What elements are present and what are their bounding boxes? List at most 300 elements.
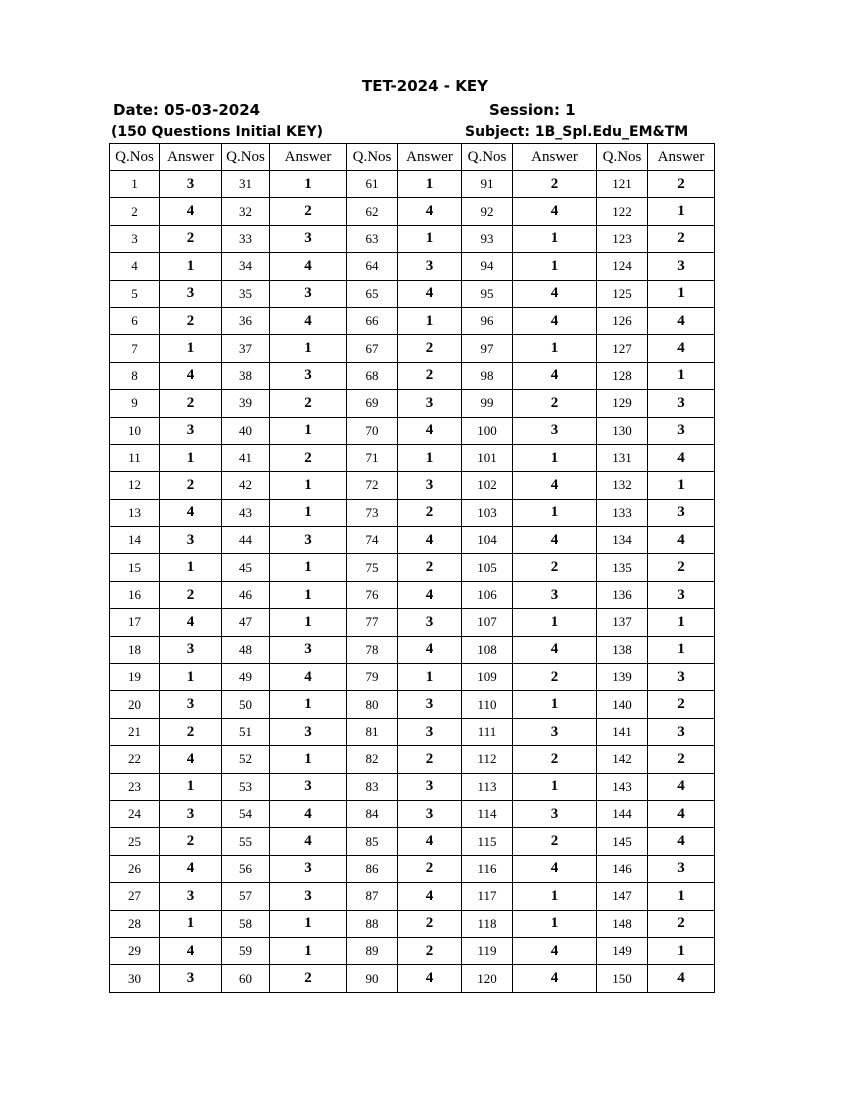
answer-cell: 2 [160,390,222,417]
table-row [110,280,715,307]
answer-cell: 1 [160,664,222,691]
answer-cell: 1 [270,171,347,198]
question-number-cell: 126 [597,307,648,334]
question-number-cell: 3 [110,225,160,252]
table-row [110,307,715,334]
question-number-cell: 64 [347,253,398,280]
question-number-cell: 67 [347,335,398,362]
answer-key-body [110,171,715,993]
question-number-cell: 119 [462,937,513,964]
question-number-cell: 24 [110,800,160,827]
column-header: Q.Nos [597,144,648,171]
answer-cell: 3 [398,253,462,280]
question-number-cell: 102 [462,472,513,499]
table-row [110,855,715,882]
table-row [110,581,715,608]
question-number-cell: 48 [222,636,270,663]
answer-cell: 3 [648,390,715,417]
question-number-cell: 2 [110,198,160,225]
answer-cell: 4 [160,499,222,526]
answer-cell: 4 [160,609,222,636]
answer-cell: 4 [398,636,462,663]
question-number-cell: 124 [597,253,648,280]
answer-cell: 3 [270,280,347,307]
answer-cell: 4 [648,335,715,362]
question-number-cell: 13 [110,499,160,526]
table-row [110,444,715,471]
answer-cell: 1 [270,746,347,773]
answer-cell: 4 [160,937,222,964]
answer-cell: 1 [648,362,715,389]
question-number-cell: 141 [597,718,648,745]
answer-cell: 1 [398,307,462,334]
answer-cell: 4 [160,198,222,225]
answer-cell: 3 [160,636,222,663]
question-number-cell: 115 [462,828,513,855]
question-number-cell: 131 [597,444,648,471]
answer-cell: 3 [398,691,462,718]
question-number-cell: 146 [597,855,648,882]
answer-cell: 2 [160,828,222,855]
question-number-cell: 128 [597,362,648,389]
answer-cell: 1 [648,280,715,307]
table-row [110,636,715,663]
answer-cell: 3 [398,773,462,800]
answer-cell: 2 [513,828,597,855]
table-row [110,198,715,225]
answer-cell: 4 [648,527,715,554]
exam-session: Session: 1 [489,101,576,119]
question-number-cell: 31 [222,171,270,198]
table-row [110,171,715,198]
answer-cell: 4 [160,746,222,773]
question-number-cell: 58 [222,910,270,937]
question-number-cell: 50 [222,691,270,718]
question-number-cell: 81 [347,718,398,745]
table-row [110,253,715,280]
answer-cell: 2 [270,965,347,992]
answer-cell: 3 [648,718,715,745]
answer-cell: 3 [513,417,597,444]
question-number-cell: 95 [462,280,513,307]
answer-cell: 1 [513,225,597,252]
question-number-cell: 36 [222,307,270,334]
answer-cell: 3 [270,362,347,389]
question-number-cell: 8 [110,362,160,389]
question-number-cell: 69 [347,390,398,417]
column-header: Q.Nos [462,144,513,171]
answer-cell: 4 [513,280,597,307]
question-number-cell: 83 [347,773,398,800]
question-number-cell: 103 [462,499,513,526]
question-number-cell: 121 [597,171,648,198]
answer-cell: 1 [270,499,347,526]
question-number-cell: 26 [110,855,160,882]
question-number-cell: 76 [347,581,398,608]
answer-cell: 4 [398,965,462,992]
question-number-cell: 89 [347,937,398,964]
answer-cell: 4 [270,664,347,691]
table-row [110,225,715,252]
question-number-cell: 42 [222,472,270,499]
answer-cell: 4 [513,937,597,964]
question-number-cell: 51 [222,718,270,745]
question-number-cell: 43 [222,499,270,526]
answer-cell: 3 [160,691,222,718]
answer-cell: 2 [160,581,222,608]
answer-cell: 1 [160,910,222,937]
question-number-cell: 129 [597,390,648,417]
table-row [110,499,715,526]
column-header: Answer [160,144,222,171]
answer-cell: 4 [270,828,347,855]
question-number-cell: 88 [347,910,398,937]
answer-cell: 3 [160,883,222,910]
question-number-cell: 79 [347,664,398,691]
column-header: Answer [648,144,715,171]
question-number-cell: 109 [462,664,513,691]
answer-cell: 4 [513,527,597,554]
question-number-cell: 63 [347,225,398,252]
question-number-cell: 53 [222,773,270,800]
question-number-cell: 19 [110,664,160,691]
table-row [110,609,715,636]
question-number-cell: 139 [597,664,648,691]
question-number-cell: 7 [110,335,160,362]
answer-cell: 2 [398,362,462,389]
question-number-cell: 99 [462,390,513,417]
answer-cell: 3 [270,527,347,554]
answer-cell: 1 [513,691,597,718]
question-number-cell: 57 [222,883,270,910]
question-number-cell: 21 [110,718,160,745]
question-number-cell: 10 [110,417,160,444]
answer-cell: 4 [270,253,347,280]
question-number-cell: 47 [222,609,270,636]
answer-cell: 3 [513,581,597,608]
answer-cell: 3 [398,800,462,827]
answer-cell: 4 [398,581,462,608]
question-number-cell: 11 [110,444,160,471]
question-number-cell: 65 [347,280,398,307]
question-number-cell: 110 [462,691,513,718]
question-number-cell: 148 [597,910,648,937]
question-number-cell: 33 [222,225,270,252]
question-number-cell: 22 [110,746,160,773]
answer-cell: 1 [648,472,715,499]
question-number-cell: 49 [222,664,270,691]
answer-cell: 1 [513,910,597,937]
answer-cell: 1 [648,609,715,636]
answer-cell: 2 [513,390,597,417]
page-title: TET-2024 - KEY [362,77,488,95]
answer-cell: 3 [648,855,715,882]
question-number-cell: 117 [462,883,513,910]
question-number-cell: 74 [347,527,398,554]
question-number-cell: 23 [110,773,160,800]
question-number-cell: 107 [462,609,513,636]
answer-cell: 3 [270,855,347,882]
table-row [110,773,715,800]
question-number-cell: 27 [110,883,160,910]
answer-cell: 1 [648,883,715,910]
answer-cell: 3 [648,417,715,444]
answer-cell: 4 [648,965,715,992]
question-number-cell: 92 [462,198,513,225]
answer-cell: 2 [648,691,715,718]
answer-cell: 1 [513,883,597,910]
table-row [110,718,715,745]
answer-cell: 1 [160,335,222,362]
answer-cell: 2 [270,444,347,471]
question-number-cell: 25 [110,828,160,855]
question-number-cell: 120 [462,965,513,992]
answer-cell: 3 [270,225,347,252]
question-number-cell: 132 [597,472,648,499]
answer-cell: 2 [398,855,462,882]
answer-cell: 4 [513,965,597,992]
answer-key-table [109,143,715,993]
answer-cell: 2 [270,390,347,417]
question-number-cell: 72 [347,472,398,499]
question-number-cell: 15 [110,554,160,581]
question-number-cell: 125 [597,280,648,307]
question-number-cell: 97 [462,335,513,362]
answer-cell: 1 [160,554,222,581]
answer-cell: 4 [513,362,597,389]
question-number-cell: 77 [347,609,398,636]
question-number-cell: 137 [597,609,648,636]
answer-cell: 3 [398,718,462,745]
question-number-cell: 90 [347,965,398,992]
answer-cell: 4 [160,855,222,882]
answer-cell: 2 [398,910,462,937]
answer-cell: 1 [513,773,597,800]
answer-cell: 1 [160,773,222,800]
answer-cell: 4 [398,828,462,855]
answer-cell: 2 [648,746,715,773]
answer-cell: 4 [160,362,222,389]
table-row [110,417,715,444]
answer-cell: 1 [160,253,222,280]
exam-date: Date: 05-03-2024 [113,101,261,119]
question-number-cell: 101 [462,444,513,471]
answer-cell: 2 [160,718,222,745]
table-header-row [110,144,715,171]
answer-cell: 4 [648,800,715,827]
question-number-cell: 1 [110,171,160,198]
table-row [110,554,715,581]
answer-cell: 3 [270,773,347,800]
question-number-cell: 44 [222,527,270,554]
table-row [110,664,715,691]
question-number-cell: 18 [110,636,160,663]
question-number-cell: 20 [110,691,160,718]
answer-cell: 2 [398,937,462,964]
answer-cell: 3 [648,499,715,526]
question-number-cell: 85 [347,828,398,855]
question-number-cell: 78 [347,636,398,663]
question-number-cell: 108 [462,636,513,663]
answer-cell: 1 [270,691,347,718]
column-header: Q.Nos [110,144,160,171]
answer-cell: 2 [160,307,222,334]
question-number-cell: 80 [347,691,398,718]
answer-cell: 3 [398,472,462,499]
answer-cell: 4 [648,773,715,800]
question-number-cell: 73 [347,499,398,526]
question-number-cell: 66 [347,307,398,334]
question-number-cell: 106 [462,581,513,608]
answer-cell: 1 [270,554,347,581]
question-number-cell: 149 [597,937,648,964]
question-number-cell: 136 [597,581,648,608]
answer-cell: 1 [270,581,347,608]
table-row [110,746,715,773]
question-number-cell: 113 [462,773,513,800]
answer-cell: 4 [398,527,462,554]
answer-cell: 2 [513,664,597,691]
table-row [110,937,715,964]
question-number-cell: 138 [597,636,648,663]
answer-cell: 4 [398,198,462,225]
question-number-cell: 133 [597,499,648,526]
question-number-cell: 100 [462,417,513,444]
question-number-cell: 127 [597,335,648,362]
answer-cell: 4 [270,307,347,334]
answer-cell: 3 [160,527,222,554]
answer-cell: 3 [270,883,347,910]
table-row [110,800,715,827]
question-number-cell: 70 [347,417,398,444]
question-number-cell: 34 [222,253,270,280]
table-row [110,828,715,855]
answer-cell: 2 [513,554,597,581]
question-number-cell: 144 [597,800,648,827]
question-number-cell: 17 [110,609,160,636]
question-number-cell: 40 [222,417,270,444]
question-number-cell: 6 [110,307,160,334]
answer-cell: 3 [648,581,715,608]
question-number-cell: 94 [462,253,513,280]
question-number-cell: 61 [347,171,398,198]
answer-cell: 3 [270,636,347,663]
answer-cell: 3 [398,390,462,417]
answer-cell: 2 [648,171,715,198]
question-number-cell: 45 [222,554,270,581]
question-number-cell: 82 [347,746,398,773]
table-row [110,691,715,718]
question-number-cell: 98 [462,362,513,389]
answer-cell: 1 [513,253,597,280]
question-number-cell: 62 [347,198,398,225]
table-row [110,362,715,389]
question-number-cell: 86 [347,855,398,882]
question-number-cell: 140 [597,691,648,718]
question-number-cell: 68 [347,362,398,389]
answer-cell: 4 [513,472,597,499]
answer-cell: 3 [160,280,222,307]
question-number-cell: 12 [110,472,160,499]
answer-cell: 3 [648,253,715,280]
answer-cell: 1 [648,636,715,663]
question-number-cell: 123 [597,225,648,252]
answer-cell: 2 [648,225,715,252]
answer-cell: 1 [398,225,462,252]
answer-cell: 1 [270,417,347,444]
question-number-cell: 9 [110,390,160,417]
answer-cell: 3 [270,718,347,745]
table-row [110,472,715,499]
question-number-cell: 71 [347,444,398,471]
question-number-cell: 104 [462,527,513,554]
exam-subject: Subject: 1B_Spl.Edu_EM&TM [465,124,689,140]
answer-cell: 1 [270,609,347,636]
answer-cell: 4 [648,828,715,855]
answer-cell: 1 [513,335,597,362]
column-header: Answer [513,144,597,171]
question-number-cell: 4 [110,253,160,280]
question-number-cell: 91 [462,171,513,198]
answer-cell: 4 [513,198,597,225]
question-number-cell: 52 [222,746,270,773]
answer-cell: 4 [648,307,715,334]
answer-cell: 1 [648,937,715,964]
table-row [110,965,715,992]
question-number-cell: 35 [222,280,270,307]
question-number-cell: 118 [462,910,513,937]
answer-cell: 3 [648,664,715,691]
column-header: Answer [270,144,347,171]
answer-cell: 2 [513,746,597,773]
question-number-cell: 143 [597,773,648,800]
answer-cell: 2 [398,746,462,773]
question-number-cell: 135 [597,554,648,581]
answer-cell: 1 [160,444,222,471]
answer-cell: 2 [160,472,222,499]
question-number-cell: 59 [222,937,270,964]
question-number-cell: 29 [110,937,160,964]
answer-cell: 4 [270,800,347,827]
column-header: Answer [398,144,462,171]
answer-cell: 4 [513,307,597,334]
table-row [110,910,715,937]
table-row [110,883,715,910]
question-number-cell: 145 [597,828,648,855]
question-number-cell: 38 [222,362,270,389]
question-number-cell: 150 [597,965,648,992]
question-number-cell: 122 [597,198,648,225]
answer-cell: 3 [160,417,222,444]
answer-cell: 1 [513,609,597,636]
column-header: Q.Nos [347,144,398,171]
answer-cell: 3 [513,718,597,745]
question-number-cell: 142 [597,746,648,773]
question-number-cell: 5 [110,280,160,307]
answer-cell: 1 [270,937,347,964]
question-number-cell: 30 [110,965,160,992]
question-number-cell: 39 [222,390,270,417]
question-number-cell: 84 [347,800,398,827]
question-number-cell: 54 [222,800,270,827]
question-number-cell: 32 [222,198,270,225]
question-number-cell: 16 [110,581,160,608]
answer-cell: 3 [513,800,597,827]
answer-cell: 2 [648,910,715,937]
answer-cell: 4 [398,883,462,910]
answer-cell: 1 [270,472,347,499]
question-count-note: (150 Questions Initial KEY) [111,124,324,140]
